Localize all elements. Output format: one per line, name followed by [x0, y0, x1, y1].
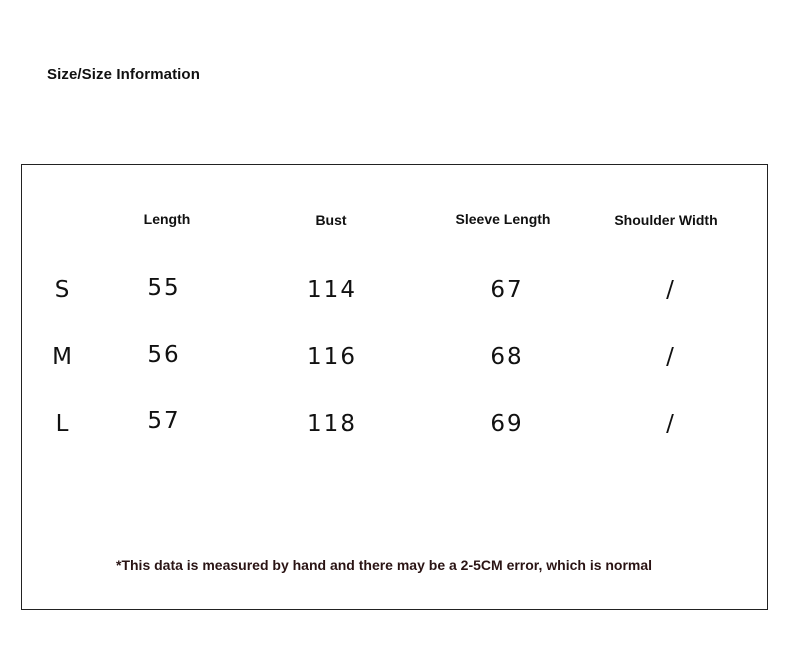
row-label-l: L [55, 411, 69, 437]
table-cell: 67 [490, 277, 524, 303]
size-table [21, 164, 768, 610]
table-cell: 55 [147, 275, 181, 301]
column-header-shoulder-width: Shoulder Width [614, 212, 718, 228]
column-header-bust: Bust [315, 212, 347, 228]
table-cell: / [666, 411, 676, 437]
table-cell: 68 [490, 344, 524, 370]
table-cell: / [666, 344, 676, 370]
column-header-sleeve-length: Sleeve Length [455, 211, 551, 227]
table-cell: / [666, 277, 676, 303]
table-cell: 57 [147, 408, 181, 434]
table-cell: 116 [307, 344, 357, 370]
table-cell: 69 [490, 411, 524, 437]
page-title: Size/Size Information [47, 66, 200, 83]
row-label-s: S [54, 277, 70, 303]
measurement-note: *This data is measured by hand and there may be a 2-5CM error, which is normal [116, 557, 653, 573]
table-cell: 118 [307, 411, 357, 437]
row-label-m: M [52, 344, 72, 370]
table-cell: 114 [307, 277, 357, 303]
column-header-length: Length [143, 211, 191, 227]
table-cell: 56 [147, 342, 181, 368]
